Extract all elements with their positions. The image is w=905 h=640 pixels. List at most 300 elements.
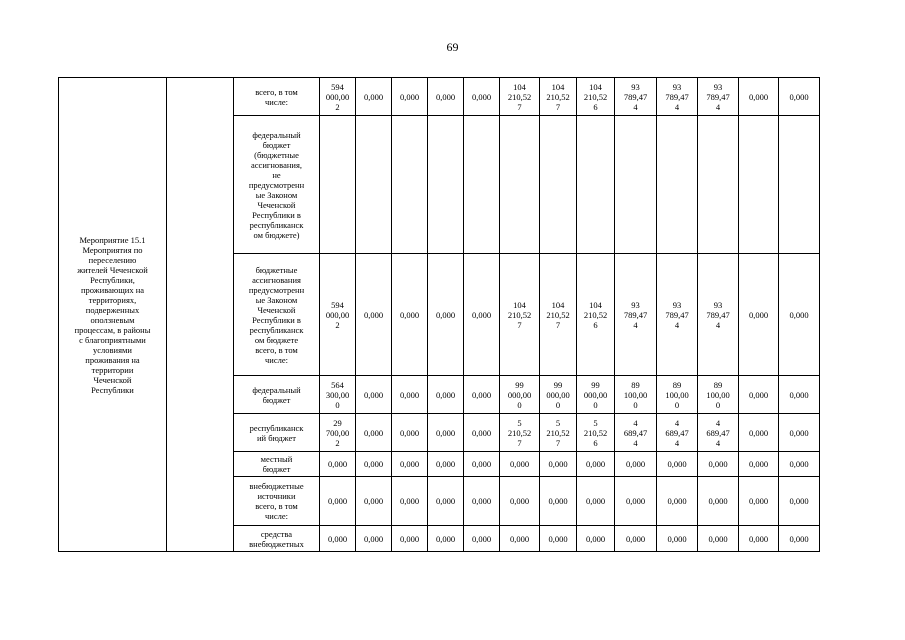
value-cell [779,376,820,414]
value-cell [500,376,540,414]
value-cell [657,526,698,552]
value-part: 689,47 [665,427,689,438]
value-part: 93 [672,299,682,310]
value-part: 0 [715,399,721,410]
value-part: 99 [515,379,524,390]
value-part: 210,52 [507,427,532,438]
measure-title-cell [59,78,167,552]
value-part: 104 [551,299,565,310]
funding-source-line: республиканск [249,324,304,335]
value-cell [428,452,464,477]
value-cell [698,376,739,414]
value-cell [500,116,540,254]
value-part: 210,52 [507,91,532,102]
value-part: 4 [715,437,721,448]
value-part: 5 [517,417,522,428]
value-part: 210,52 [583,91,608,102]
value-part: 100,00 [623,389,648,400]
value-part: 789,47 [706,309,730,320]
value-part: 89 [631,379,640,390]
funding-source-line: не [272,169,281,180]
value-text: 0,000 [435,389,456,400]
funding-source-line: всего, в том [255,344,298,355]
value-part: 7 [517,437,522,448]
value-part: 0 [633,399,638,410]
value-cell [615,376,657,414]
value-part: 4 [715,319,721,330]
measure-title-line: жителей Чеченской [77,264,148,275]
funding-source-cell [234,452,320,477]
funding-source-cell [234,116,320,254]
value-cell [500,526,540,552]
value-cell [577,477,615,526]
value-text: 0,000 [548,496,568,506]
value-part: 210,52 [583,309,608,320]
value-part: 99 [591,379,600,390]
measure-title-line: проживания на [85,354,140,365]
value-text: 0,000 [363,309,384,320]
value-cell [356,414,392,452]
value-cell [320,526,356,552]
value-cell [779,254,820,376]
value-cell [540,477,577,526]
value-cell [698,254,739,376]
value-text: 0,000 [363,459,384,469]
value-text: 0,000 [548,459,568,469]
value-cell [615,414,657,452]
value-text: 0,000 [399,91,420,102]
funding-source-line: (бюджетные [254,149,299,160]
value-cell [779,78,820,116]
value-part: 93 [672,81,682,92]
value-text: 0,000 [471,533,492,544]
measure-title-line: Мероприятия по [82,244,143,255]
value-text: 0,000 [363,496,384,506]
value-text: 0,000 [789,459,809,469]
value-cell [739,376,779,414]
value-cell [577,78,615,116]
funding-source-line: Чеченской [257,304,296,315]
value-part: 0 [335,399,340,410]
value-text: 0,000 [625,533,646,544]
value-text: 0,000 [748,389,769,400]
value-cell [615,116,657,254]
value-text: 0,000 [509,459,530,469]
value-cell [657,477,698,526]
value-cell [657,78,698,116]
value-part: 4 [633,417,638,428]
value-cell [356,116,392,254]
value-cell [540,376,577,414]
value-part: 4 [633,319,638,330]
funding-source-line: внебюджетных [249,538,304,549]
value-part: 93 [631,81,640,92]
value-text: 0,000 [399,459,420,469]
value-part: 100,00 [706,389,730,400]
value-cell [320,452,356,477]
value-cell [392,376,428,414]
value-cell [464,526,500,552]
funding-source-line: бюджетные [255,264,298,275]
value-cell [739,452,779,477]
value-part: 6 [593,101,598,112]
value-text: 0,000 [789,389,809,400]
value-part: 210,52 [546,427,570,438]
value-part: 7 [517,319,522,330]
page-number: 69 [446,40,459,54]
value-part: 5 [593,417,598,428]
value-part: 789,47 [623,91,648,102]
value-cell [356,376,392,414]
value-cell [392,452,428,477]
value-cell [779,477,820,526]
executor-cell [167,78,234,552]
value-text: 0,000 [327,533,348,544]
value-part: 100,00 [665,389,689,400]
value-cell [540,116,577,254]
value-text: 0,000 [625,459,646,469]
funding-source-line: числе: [265,511,288,521]
value-cell [356,254,392,376]
funding-source-line: ассигнования [252,274,301,285]
value-cell [356,78,392,116]
funding-source-cell [234,477,320,526]
funding-source-line: республиканск [249,422,304,433]
value-cell [577,254,615,376]
measure-title-line: Республики, [90,274,135,285]
value-part: 000,00 [583,389,608,400]
value-part: 2 [335,319,340,330]
value-cell [540,526,577,552]
value-part: 104 [551,81,565,92]
value-cell [540,78,577,116]
value-cell [698,78,739,116]
value-text: 0,000 [435,427,456,438]
value-part: 689,47 [706,427,730,438]
value-part: 93 [631,299,640,310]
value-text: 0,000 [471,91,492,102]
value-part: 000,00 [325,309,350,320]
value-text: 0,000 [748,496,769,506]
value-text: 0,000 [435,496,456,506]
funding-source-line: всего, в том [255,86,298,97]
value-text: 0,000 [748,533,769,544]
value-cell [356,477,392,526]
value-text: 0,000 [625,496,646,506]
value-text: 0,000 [748,427,769,438]
value-cell [392,78,428,116]
measure-title-line: проживающих на [80,284,145,295]
value-cell [428,477,464,526]
value-part: 6 [593,319,598,330]
funding-source-cell [234,414,320,452]
value-cell [698,414,739,452]
measure-title-line: Мероприятие 15.1 [79,234,146,245]
value-cell [657,376,698,414]
measure-title-line: условиями [93,344,132,355]
measure-title-line: процессам, в районы [74,324,151,335]
value-text: 0,000 [399,309,420,320]
measure-title-line: переселению [88,254,137,265]
value-cell [356,526,392,552]
value-cell [540,254,577,376]
value-text: 0,000 [585,496,606,506]
value-part: 4 [715,101,721,112]
funding-source-line: республиканск [249,219,304,230]
value-part: 789,47 [706,91,730,102]
value-cell [577,376,615,414]
value-cell [392,116,428,254]
funding-source-cell [234,526,320,552]
measure-title-line: Чеченской [93,374,132,385]
value-part: 4 [674,101,680,112]
value-text: 0,000 [548,533,568,544]
value-part: 564 [331,379,344,390]
value-cell [392,254,428,376]
funding-source-line: ом бюджете) [253,229,300,240]
funding-source-line: ые Законом [255,294,298,305]
value-text: 0,000 [471,496,492,506]
funding-source-cell [234,254,320,376]
measure-title-line: Республики [91,384,134,395]
value-part: 0 [674,399,680,410]
funding-source-line: федеральный [252,384,301,395]
value-part: 789,47 [623,309,648,320]
value-part: 4 [674,417,680,428]
funding-source-line: предусмотренн [248,179,305,190]
value-text: 0,000 [435,91,456,102]
value-text: 0,000 [363,533,384,544]
value-text: 0,000 [327,496,348,506]
measure-title-line: подверженных [85,304,140,315]
value-cell [657,414,698,452]
value-part: 2 [335,101,340,112]
value-part: 93 [713,299,723,310]
value-text: 0,000 [789,427,809,438]
value-cell [657,452,698,477]
value-part: 104 [589,81,602,92]
funding-source-line: бюджет [262,394,291,405]
funding-source-line: внебюджетные [249,481,304,491]
funding-source-line: всего, в том [255,501,298,511]
value-text: 0,000 [399,496,420,506]
value-cell [739,254,779,376]
value-cell [739,78,779,116]
value-cell [739,414,779,452]
funding-source-line: ые Законом [255,189,298,200]
value-part: 29 [333,417,342,428]
funding-source-line: числе: [265,354,288,365]
value-part: 700,00 [325,427,350,438]
value-part: 210,52 [507,309,532,320]
funding-source-line: местный [260,454,293,464]
funding-source-line: Чеченской [257,199,296,210]
value-text: 0,000 [471,309,492,320]
value-part: 4 [633,101,638,112]
measure-title-line: территории [91,364,134,375]
value-cell [779,452,820,477]
value-cell [464,452,500,477]
funding-source-line: Республики в [252,209,301,220]
value-part: 4 [674,437,680,448]
value-text: 0,000 [471,459,492,469]
value-cell [392,477,428,526]
value-part: 689,47 [623,427,648,438]
value-cell [428,254,464,376]
value-text: 0,000 [667,496,687,506]
funding-source-line: источники [257,491,296,501]
value-part: 7 [555,437,561,448]
value-cell [657,116,698,254]
value-text: 0,000 [667,533,687,544]
funding-source-line: ий бюджет [256,432,297,443]
value-cell [577,452,615,477]
value-cell [392,414,428,452]
value-text: 0,000 [748,459,769,469]
value-text: 0,000 [509,496,530,506]
funding-source-line: федеральный [252,129,301,140]
value-cell [540,452,577,477]
value-part: 000,00 [507,389,532,400]
value-cell [540,414,577,452]
funding-source-line: бюджет [262,464,291,474]
value-part: 000,00 [325,91,350,102]
value-text: 0,000 [789,496,809,506]
value-part: 300,00 [325,389,350,400]
value-part: 7 [555,319,561,330]
value-text: 0,000 [708,533,728,544]
value-part: 789,47 [665,91,689,102]
value-part: 594 [331,81,344,92]
value-part: 7 [555,101,561,112]
value-cell [500,452,540,477]
value-text: 0,000 [435,533,456,544]
value-text: 0,000 [789,533,809,544]
value-part: 0 [517,399,522,410]
value-cell [464,254,500,376]
value-part: 7 [517,101,522,112]
value-cell [615,526,657,552]
value-cell [698,452,739,477]
value-part: 0 [593,399,598,410]
value-part: 104 [513,299,526,310]
funding-source-cell [234,376,320,414]
value-cell [779,116,820,254]
value-cell [615,254,657,376]
value-cell [698,477,739,526]
value-part: 0 [555,399,561,410]
funding-source-line: ассигнования, [251,159,302,170]
value-part: 210,52 [583,427,608,438]
value-cell [428,116,464,254]
value-part: 594 [331,299,344,310]
value-text: 0,000 [789,309,809,320]
value-text: 0,000 [789,91,809,102]
value-part: 5 [555,417,561,428]
value-cell [739,116,779,254]
value-text: 0,000 [708,496,728,506]
value-text: 0,000 [667,459,687,469]
measure-title-line: территориях, [88,294,137,305]
value-part: 000,00 [546,389,570,400]
value-part: 210,52 [546,91,570,102]
measure-title-line: оползневым [90,314,135,325]
value-cell [428,526,464,552]
measure-title-line: с благоприятными [79,334,146,345]
value-cell [320,116,356,254]
value-text: 0,000 [471,427,492,438]
funding-source-line: Республики в [252,314,301,325]
value-part: 2 [335,437,340,448]
value-text: 0,000 [585,533,606,544]
funding-source-line: средства [260,528,293,539]
value-cell [320,254,356,376]
value-part: 93 [713,81,723,92]
value-cell [577,116,615,254]
value-cell [320,78,356,116]
value-cell [464,414,500,452]
value-text: 0,000 [363,91,384,102]
value-cell [500,254,540,376]
value-text: 0,000 [435,309,456,320]
value-cell [657,254,698,376]
funding-source-line: числе: [265,96,288,107]
value-cell [739,526,779,552]
value-text: 0,000 [327,459,348,469]
value-text: 0,000 [585,459,606,469]
value-cell [356,452,392,477]
value-cell [500,414,540,452]
value-cell [577,526,615,552]
value-cell [464,477,500,526]
value-text: 0,000 [399,389,420,400]
value-cell [500,78,540,116]
value-part: 4 [715,417,721,428]
funding-source-cell [234,78,320,116]
budget-table [58,77,820,552]
value-text: 0,000 [748,309,769,320]
value-cell [698,116,739,254]
value-cell [615,477,657,526]
funding-source-line: бюджет [262,139,291,150]
value-cell [779,526,820,552]
value-cell [698,526,739,552]
value-text: 0,000 [509,533,530,544]
value-cell [464,116,500,254]
value-cell [428,78,464,116]
value-text: 0,000 [435,459,456,469]
value-cell [464,376,500,414]
value-text: 0,000 [708,459,728,469]
value-part: 104 [513,81,526,92]
value-part: 210,52 [546,309,570,320]
value-cell [739,477,779,526]
value-cell [428,414,464,452]
value-text: 0,000 [748,91,769,102]
value-part: 99 [553,379,563,390]
value-cell [500,477,540,526]
value-cell [577,414,615,452]
value-part: 89 [672,379,682,390]
funding-source-line: предусмотренн [248,284,305,295]
value-part: 4 [674,319,680,330]
value-cell [392,526,428,552]
value-cell [320,477,356,526]
value-cell [320,414,356,452]
value-cell [320,376,356,414]
value-text: 0,000 [471,389,492,400]
funding-source-line: ом бюджете [254,334,299,345]
